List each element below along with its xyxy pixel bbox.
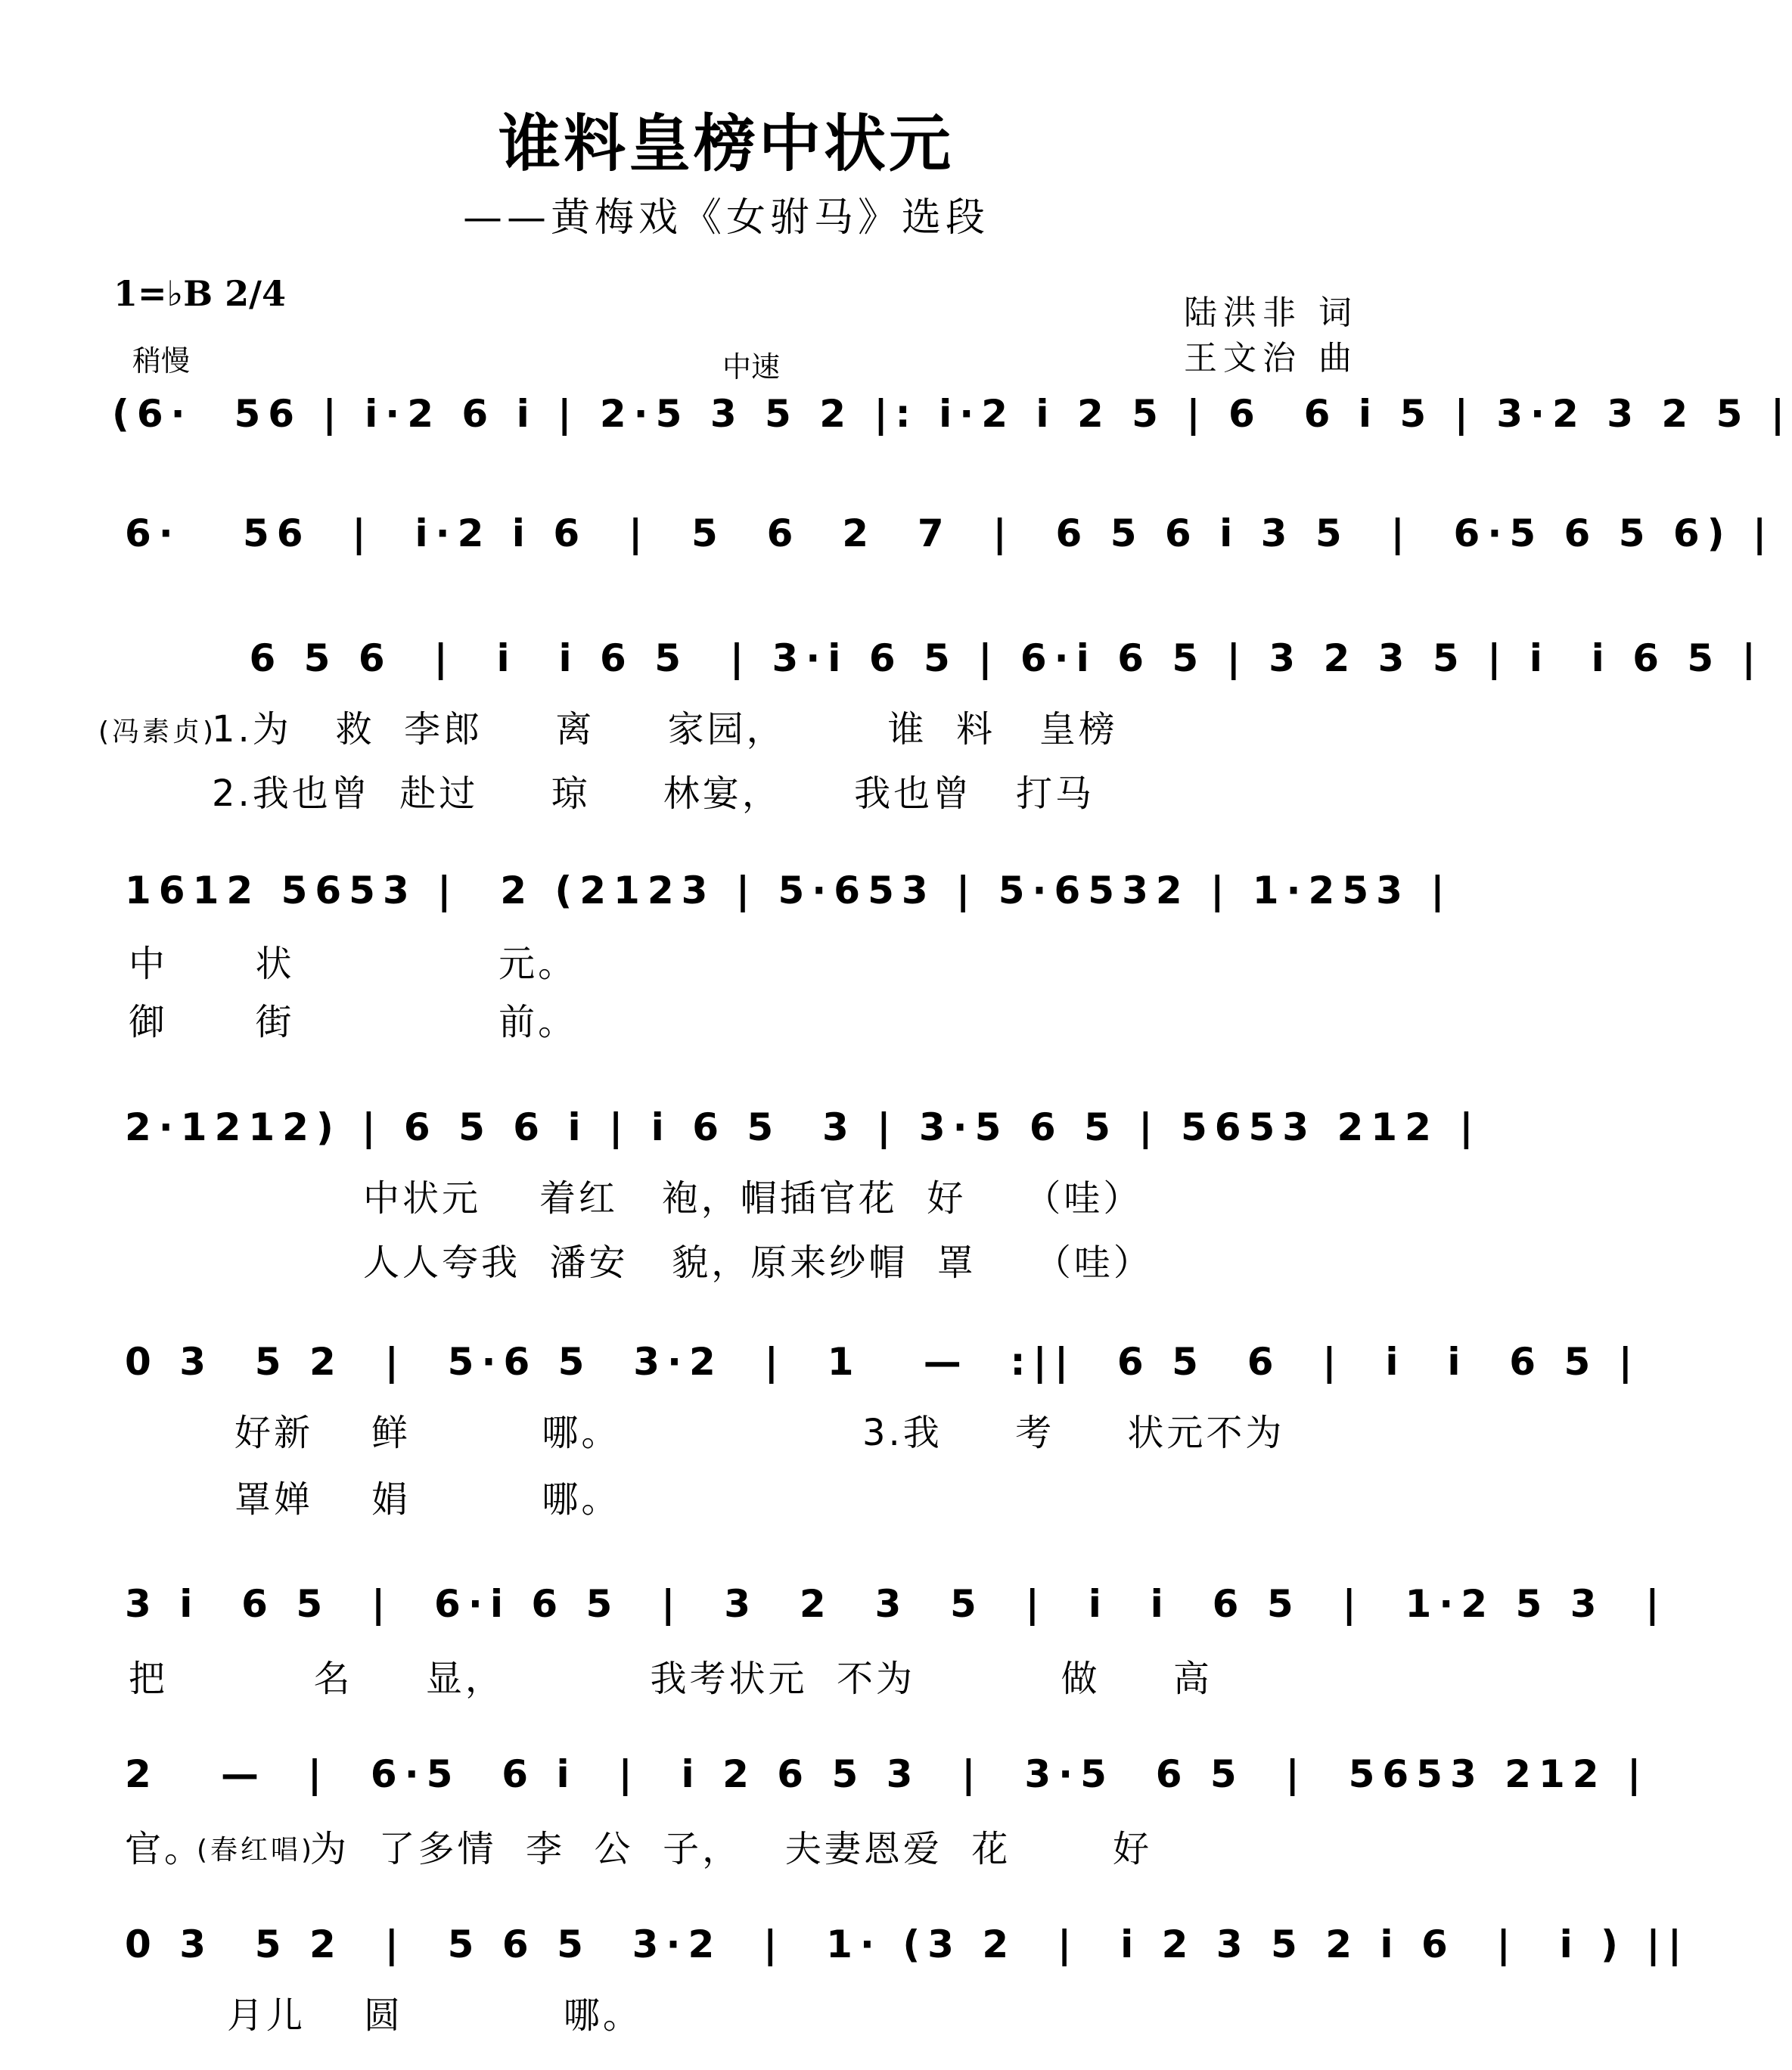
notation-line: 0 3 5 2 | 5 6 5 3·2 | 1· (3 2 | i 2 3 5 2 i 6 | i ) || [125, 1922, 1689, 1966]
lyric-line: 人人夸我 潘安 貌，原来纱帽 罩 （哇） [363, 1242, 1153, 1284]
lyric-line: 把 名 显， 我考状元 不为 做 高 [129, 1658, 1213, 1700]
singer-label: (春红唱) [197, 1835, 315, 1866]
lyric-line: 中状元 着红 袍，帽插官花 好 （哇） [363, 1177, 1143, 1220]
singer-label: (冯素贞) [98, 716, 217, 748]
lyric-line: 罩婵 娟 哪。 [234, 1478, 621, 1521]
score-system [0, 1752, 1649, 1838]
lyric-line: 好新 鲜 哪。 [234, 1412, 621, 1454]
key-signature: 1=♭B 2/4 [113, 273, 286, 314]
notation-line: 3 i 6 5 | 6·i 6 5 | 3 2 3 5 | i i 6 5 | 1·2 5 3 | [125, 1582, 1667, 1626]
notation-line: 6 5 6 | i i 6 5 | 3·i 6 5 | 6·i 6 5 | 3 2 3 5 | i i 6 5 | [125, 636, 1763, 680]
tempo-marking: 中速 [722, 350, 781, 384]
lyricist-credit: 陆洪非 词 [1184, 294, 1358, 332]
score-system [0, 1582, 1667, 1668]
composer-credit: 王文治 曲 [1184, 339, 1358, 378]
lyric-line: 月儿 圆 哪。 [227, 1994, 642, 2037]
page-subtitle: ——黄梅戏《女驸马》选段 [462, 195, 989, 241]
lyric-line: 3.我 考 状元不为 [862, 1412, 1285, 1454]
lyric-line: 官。 [125, 1828, 204, 1870]
notation-line: 0 3 5 2 | 5·6 5 3·2 | 1 — :|| 6 5 6 | i i 6 5 | [125, 1340, 1640, 1384]
lyric-line: 1.为 救 李郎 离 家园， 谁 料 皇榜 [212, 708, 1118, 751]
lyric-line: 中 状 元。 [129, 943, 578, 985]
notation-line: 2 — | 6·5 6 i | i 2 6 5 3 | 3·5 6 5 | 5653 212 | [125, 1752, 1649, 1796]
lyric-line: 为 了多情 李 公 子， 夫妻恩爱 花 好 [310, 1828, 1153, 1870]
score-system [0, 392, 1792, 478]
lyric-line: 御 街 前。 [129, 1001, 578, 1043]
score-system [0, 511, 1775, 598]
notation-line: 2·1212) | 6 5 6 i | i 6 5 3 | 3·5 6 5 | 5653 212 | [125, 1105, 1481, 1149]
score-system [0, 1922, 1689, 2009]
page-title: 谁料皇榜中状元 [498, 108, 954, 180]
notation-line: (6· 56 | i·2 6 i | 2·5 3 5 2 |: i·2 i 2 5 | 6 6 i 5 | 3·2 3 2 5 | [112, 392, 1792, 436]
notation-line: 1612 5653 | 2 (2123 | 5·653 | 5·6532 | 1·253 | [125, 869, 1452, 912]
notation-line: 6· 56 | i·2 i 6 | 5 6 2 7 | 6 5 6 i 3 5 | 6·5 6 5 6) | [125, 511, 1775, 555]
lyric-line: 2.我也曾 赴过 琼 林宴， 我也曾 打马 [212, 772, 1095, 815]
tempo-marking: 稍慢 [132, 344, 191, 378]
